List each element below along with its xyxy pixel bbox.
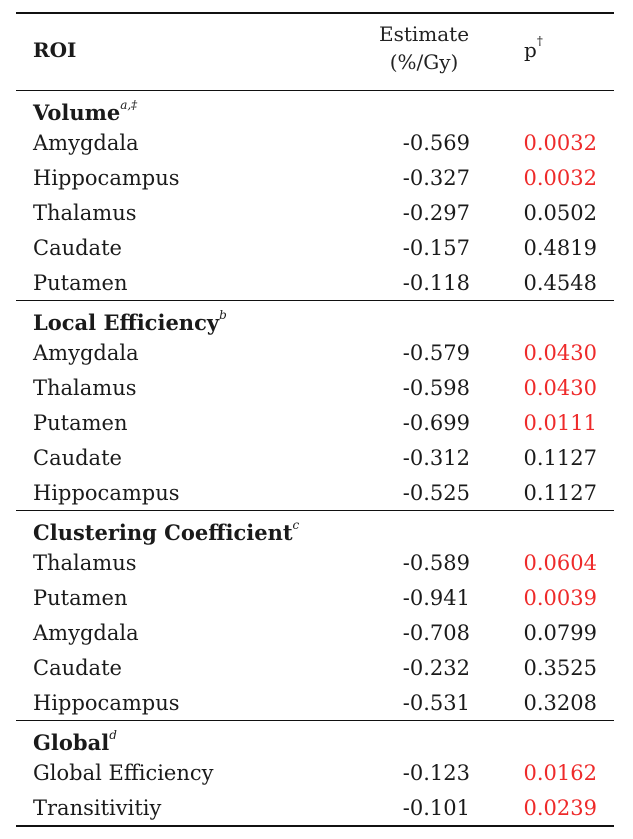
section-title-text: Global (33, 730, 110, 755)
p-value: 0.0604 (523, 551, 597, 575)
estimate-value: -0.118 (402, 271, 470, 295)
table-row (16, 160, 614, 195)
estimate-header-line2: (%/Gy) (389, 50, 459, 74)
section-title-text: Local Efficiency (33, 310, 220, 335)
roi-name: Thalamus (33, 376, 137, 400)
estimate-value: -0.157 (402, 236, 470, 260)
estimate-value: -0.531 (402, 691, 470, 715)
table-row (16, 265, 614, 300)
estimate-value: -0.297 (402, 201, 470, 225)
p-column-header (524, 34, 543, 62)
estimate-value: -0.569 (402, 131, 470, 155)
table-row (16, 335, 614, 370)
p-value: 0.0430 (523, 341, 597, 365)
estimate-value: -0.101 (402, 796, 470, 820)
p-value: 0.1127 (523, 481, 597, 505)
table-row (16, 125, 614, 160)
roi-name: Transitivitiy (33, 796, 162, 820)
p-value: 0.0039 (523, 586, 597, 610)
p-header-label: p (524, 38, 537, 62)
estimate-header-line1: Estimate (378, 22, 470, 46)
section-title-footnote: c (292, 518, 300, 532)
table-row (16, 685, 614, 720)
roi-name: Thalamus (33, 551, 137, 575)
estimate-value: -0.708 (402, 621, 470, 645)
section-title (16, 91, 614, 125)
section-title-text: Clustering Coefficient (33, 520, 293, 545)
p-value: 0.4548 (523, 271, 597, 295)
p-value: 0.0162 (523, 761, 597, 785)
estimate-value: -0.589 (402, 551, 470, 575)
roi-name: Caudate (33, 236, 122, 260)
estimate-value: -0.232 (402, 656, 470, 680)
estimate-value: -0.123 (402, 761, 470, 785)
estimate-column-header (362, 20, 486, 76)
table-header (16, 14, 614, 90)
estimate-value: -0.579 (402, 341, 470, 365)
roi-name: Putamen (33, 271, 128, 295)
table-row (16, 545, 614, 580)
p-value: 0.0239 (523, 796, 597, 820)
estimate-value: -0.327 (402, 166, 470, 190)
roi-name: Hippocampus (33, 691, 180, 715)
section-title-text: Volume (33, 100, 121, 125)
p-header-dagger: † (536, 34, 543, 49)
section-title (16, 511, 614, 545)
p-value: 0.0502 (523, 201, 597, 225)
p-value: 0.3208 (523, 691, 597, 715)
table-row (16, 370, 614, 405)
section-title-footnote: a,‡ (120, 98, 138, 112)
roi-name: Amygdala (33, 131, 139, 155)
section-title (16, 301, 614, 335)
table-row (16, 650, 614, 685)
estimate-value: -0.598 (402, 376, 470, 400)
estimate-value: -0.525 (402, 481, 470, 505)
table-row (16, 405, 614, 440)
roi-name: Global Efficiency (33, 761, 214, 785)
section-title-footnote: d (109, 728, 117, 742)
table-row (16, 195, 614, 230)
roi-name: Putamen (33, 586, 128, 610)
table-row (16, 230, 614, 265)
table-row (16, 790, 614, 825)
p-value: 0.0111 (523, 411, 597, 435)
roi-name: Amygdala (33, 621, 139, 645)
estimate-value: -0.699 (402, 411, 470, 435)
section-title (16, 721, 614, 755)
p-value: 0.1127 (523, 446, 597, 470)
p-value: 0.3525 (523, 656, 597, 680)
p-value: 0.0032 (523, 166, 597, 190)
p-value: 0.0799 (523, 621, 597, 645)
roi-name: Caudate (33, 656, 122, 680)
roi-name: Amygdala (33, 341, 139, 365)
roi-column-header: ROI (33, 38, 77, 62)
estimate-value: -0.312 (402, 446, 470, 470)
table-row (16, 615, 614, 650)
roi-name: Putamen (33, 411, 128, 435)
estimate-value: -0.941 (402, 586, 470, 610)
table-row (16, 440, 614, 475)
roi-name: Hippocampus (33, 166, 180, 190)
table-row (16, 755, 614, 790)
results-table (16, 12, 614, 827)
p-value: 0.4819 (523, 236, 597, 260)
table-row (16, 580, 614, 615)
roi-name: Thalamus (33, 201, 137, 225)
roi-name: Caudate (33, 446, 122, 470)
section-title-footnote: b (219, 308, 227, 322)
bottom-rule (16, 825, 614, 827)
p-value: 0.0032 (523, 131, 597, 155)
table-row (16, 475, 614, 510)
roi-name: Hippocampus (33, 481, 180, 505)
table-body (16, 90, 614, 825)
p-value: 0.0430 (523, 376, 597, 400)
